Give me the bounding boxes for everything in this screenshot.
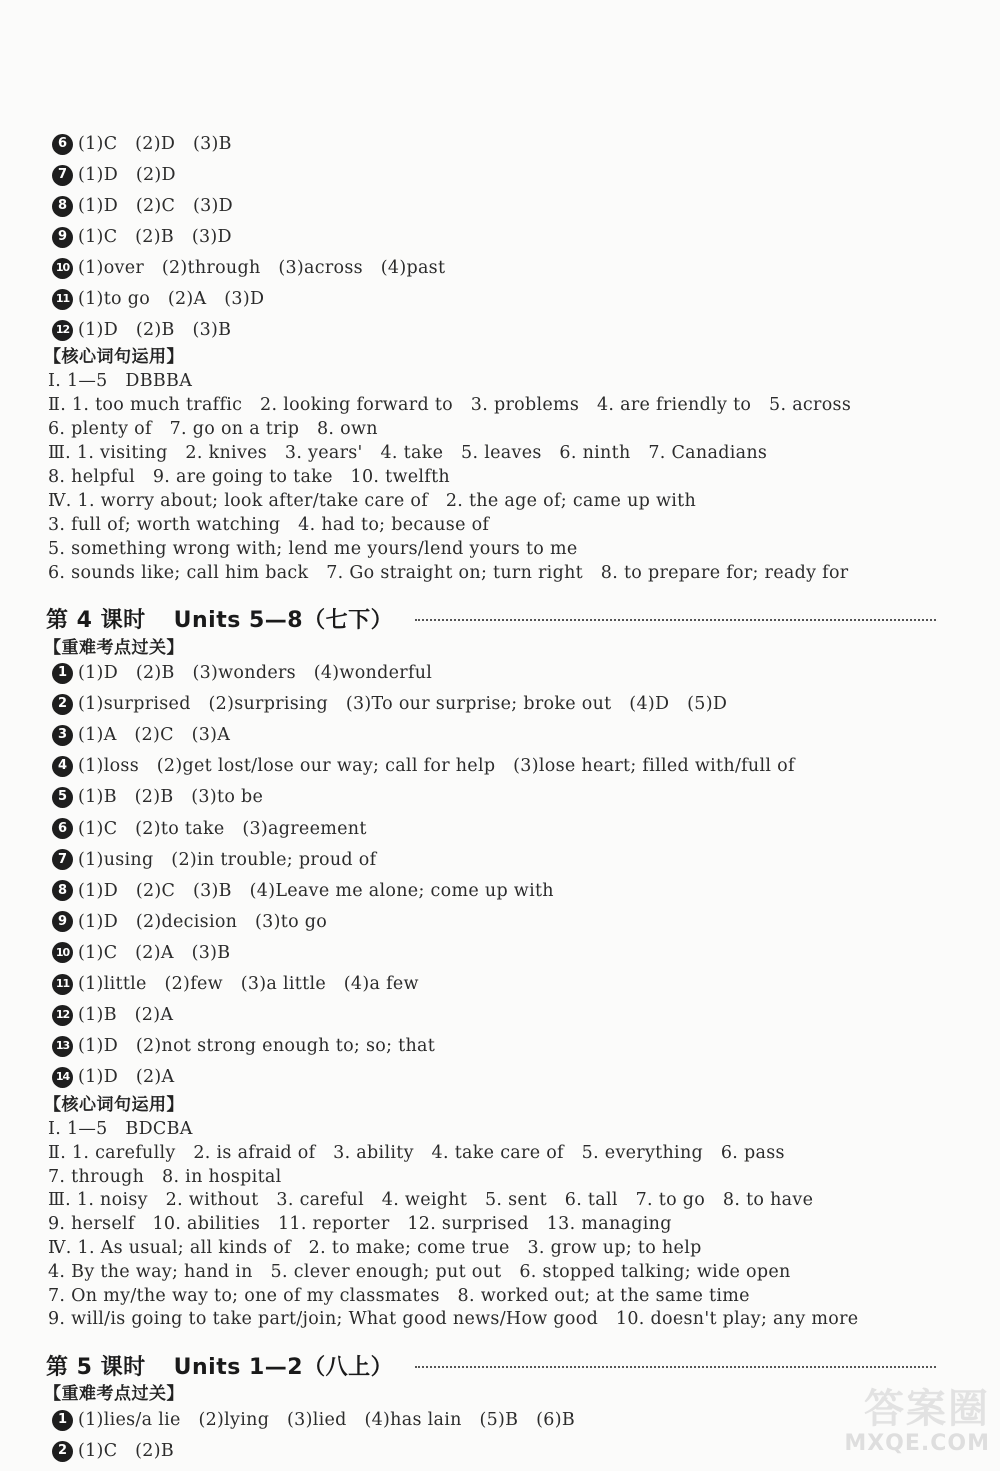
core-answer-line: Ⅳ. 1. worry about; look after/take care of 2. the age of; came up with bbox=[48, 491, 697, 511]
answer-text: (1)lies/a lie (2)lying (3)lied (4)has lain (5)B (6)B bbox=[78, 1410, 575, 1430]
core-answer-line: 8. helpful 9. are going to take 10. twelfth bbox=[48, 467, 450, 487]
answer-item bbox=[52, 287, 264, 311]
core-answer-line: Ⅳ. 1. As usual; all kinds of 2. to make; come true 3. grow up; to help bbox=[48, 1238, 702, 1258]
lesson5-header bbox=[46, 1350, 936, 1380]
lesson4-title: 第 4 课时 bbox=[46, 607, 146, 633]
core-answer-line: 6. plenty of 7. go on a trip 8. own bbox=[48, 419, 378, 439]
number-badge-icon: 13 bbox=[52, 1036, 73, 1057]
number-badge-icon: 7 bbox=[52, 165, 73, 186]
number-badge-icon: 2 bbox=[52, 694, 73, 715]
answer-text: (1)C (2)B bbox=[78, 1441, 175, 1461]
answer-text: (1)C (2)B (3)D bbox=[78, 227, 232, 247]
answer-item bbox=[52, 163, 176, 187]
answer-item bbox=[52, 692, 727, 716]
section1-core-heading: 【核心词句运用】 bbox=[44, 347, 184, 367]
core-answer-line: Ⅱ. 1. carefully 2. is afraid of 3. ability 4. take care of 5. everything 6. pass bbox=[48, 1142, 785, 1163]
answer-text: (1)D (2)B (3)B bbox=[78, 320, 232, 340]
answer-item bbox=[52, 1408, 575, 1432]
number-badge-icon: 1 bbox=[52, 663, 73, 684]
lesson5-title: 第 5 课时 bbox=[46, 1354, 146, 1380]
answer-text: (1)over (2)through (3)across (4)past bbox=[78, 258, 446, 278]
answer-item bbox=[52, 723, 230, 747]
number-badge-icon: 6 bbox=[52, 818, 73, 839]
answer-item bbox=[52, 256, 445, 280]
core-answer-line: 4. By the way; hand in 5. clever enough; put out 6. stopped talking; wide open bbox=[48, 1261, 791, 1282]
answer-text: (1)B (2)A bbox=[78, 1005, 174, 1026]
core-answer-line: Ⅰ. 1—5 DBBBA bbox=[48, 371, 193, 391]
answer-item bbox=[52, 754, 795, 778]
number-badge-icon: 12 bbox=[52, 320, 73, 341]
answer-item bbox=[52, 225, 232, 249]
number-badge-icon: 9 bbox=[52, 227, 73, 248]
lesson5-units: Units 1—2（八上） bbox=[173, 1354, 394, 1380]
number-badge-icon: 3 bbox=[52, 725, 73, 746]
number-badge-icon: 8 bbox=[52, 196, 73, 217]
answer-text: (1)C (2)D (3)B bbox=[78, 134, 232, 154]
answer-text: (1)surprised (2)surprising (3)To our surprise; broke out (4)D (5)D bbox=[78, 694, 728, 715]
core-answer-line: 9. will/is going to take part/join; What good news/How good 10. doesn't play; any more bbox=[48, 1309, 859, 1330]
number-badge-icon: 1 bbox=[52, 1410, 73, 1431]
core-answer-line: 6. sounds like; call him back 7. Go straight on; turn right 8. to prepare for; ready for bbox=[48, 563, 849, 583]
answer-text: (1)D (2)B (3)wonders (4)wonderful bbox=[78, 663, 433, 683]
number-badge-icon: 7 bbox=[52, 849, 73, 870]
answer-text: (1)D (2)not strong enough to; so; that bbox=[78, 1036, 436, 1057]
watermark-brand: 答案圈 bbox=[864, 1386, 990, 1432]
watermark-site: MXQE.COM bbox=[844, 1431, 990, 1456]
number-badge-icon: 5 bbox=[52, 787, 73, 808]
answer-item bbox=[52, 972, 419, 996]
answer-item bbox=[52, 132, 232, 156]
core-answer-line: Ⅰ. 1—5 BDCBA bbox=[48, 1119, 193, 1139]
answer-item bbox=[52, 1034, 435, 1058]
answer-item bbox=[52, 817, 367, 841]
answer-item bbox=[52, 910, 327, 934]
lesson5-dotted-rule bbox=[415, 1366, 936, 1368]
answer-text: (1)using (2)in trouble; proud of bbox=[78, 849, 377, 870]
core-answer-line: Ⅲ. 1. visiting 2. knives 3. years' 4. take 5. leaves 6. ninth 7. Canadians bbox=[48, 443, 768, 463]
number-badge-icon: 4 bbox=[52, 756, 73, 777]
answer-text: (1)D (2)C (3)B (4)Leave me alone; come up with bbox=[78, 880, 554, 901]
number-badge-icon: 8 bbox=[52, 880, 73, 901]
lesson4-dotted-rule bbox=[415, 619, 936, 621]
answer-text: (1)D (2)A bbox=[78, 1067, 175, 1088]
answer-text: (1)C (2)to take (3)agreement bbox=[78, 818, 367, 839]
answer-text: (1)D (2)D bbox=[78, 165, 176, 185]
lesson4-core-heading: 【核心词句运用】 bbox=[44, 1095, 184, 1115]
number-badge-icon: 10 bbox=[52, 258, 73, 279]
answer-item bbox=[52, 879, 554, 903]
core-answer-line: 3. full of; worth watching 4. had to; because of bbox=[48, 515, 490, 535]
answer-text: (1)A (2)C (3)A bbox=[78, 725, 231, 746]
core-answer-line: Ⅲ. 1. noisy 2. without 3. careful 4. weight 5. sent 6. tall 7. to go 8. to have bbox=[48, 1190, 814, 1211]
core-answer-line: Ⅱ. 1. too much traffic 2. looking forward to 3. problems 4. are friendly to 5. across bbox=[48, 395, 852, 415]
answer-text: (1)D (2)decision (3)to go bbox=[78, 911, 328, 932]
answer-item bbox=[52, 941, 230, 965]
answer-text: (1)little (2)few (3)a little (4)a few bbox=[78, 974, 419, 994]
number-badge-icon: 11 bbox=[52, 974, 73, 995]
site-watermark bbox=[810, 1377, 990, 1467]
lesson4-units: Units 5—8（七下） bbox=[173, 607, 394, 633]
core-answer-line: 7. through 8. in hospital bbox=[48, 1166, 282, 1187]
number-badge-icon: 14 bbox=[52, 1067, 73, 1088]
lesson5-key-heading: 【重难考点过关】 bbox=[44, 1384, 184, 1404]
number-badge-icon: 9 bbox=[52, 911, 73, 932]
answer-text: (1)B (2)B (3)to be bbox=[78, 787, 264, 808]
answer-item bbox=[52, 785, 263, 809]
answer-item bbox=[52, 318, 231, 342]
answer-text: (1)C (2)A (3)B bbox=[78, 942, 231, 963]
answer-text: (1)to go (2)A (3)D bbox=[78, 289, 265, 309]
answer-item bbox=[52, 1003, 173, 1027]
lesson4-header bbox=[46, 603, 936, 633]
number-badge-icon: 6 bbox=[52, 134, 73, 155]
answer-text: (1)loss (2)get lost/lose our way; call for help (3)lose heart; filled with/full of bbox=[78, 756, 795, 777]
core-answer-line: 5. something wrong with; lend me yours/lend yours to me bbox=[48, 539, 578, 559]
answer-item bbox=[52, 1065, 174, 1089]
number-badge-icon: 10 bbox=[52, 942, 73, 963]
number-badge-icon: 2 bbox=[52, 1441, 73, 1462]
lesson4-key-heading: 【重难考点过关】 bbox=[44, 638, 184, 658]
answer-text: (1)D (2)C (3)D bbox=[78, 196, 234, 216]
core-answer-line: 7. On my/the way to; one of my classmates 8. worked out; at the same time bbox=[48, 1285, 750, 1306]
number-badge-icon: 12 bbox=[52, 1005, 73, 1026]
answer-item bbox=[52, 661, 432, 685]
number-badge-icon: 11 bbox=[52, 289, 73, 310]
answer-item bbox=[52, 848, 376, 872]
answer-item bbox=[52, 194, 233, 218]
core-answer-line: 9. herself 10. abilities 11. reporter 12. surprised 13. managing bbox=[48, 1214, 672, 1235]
answer-item bbox=[52, 1439, 174, 1463]
